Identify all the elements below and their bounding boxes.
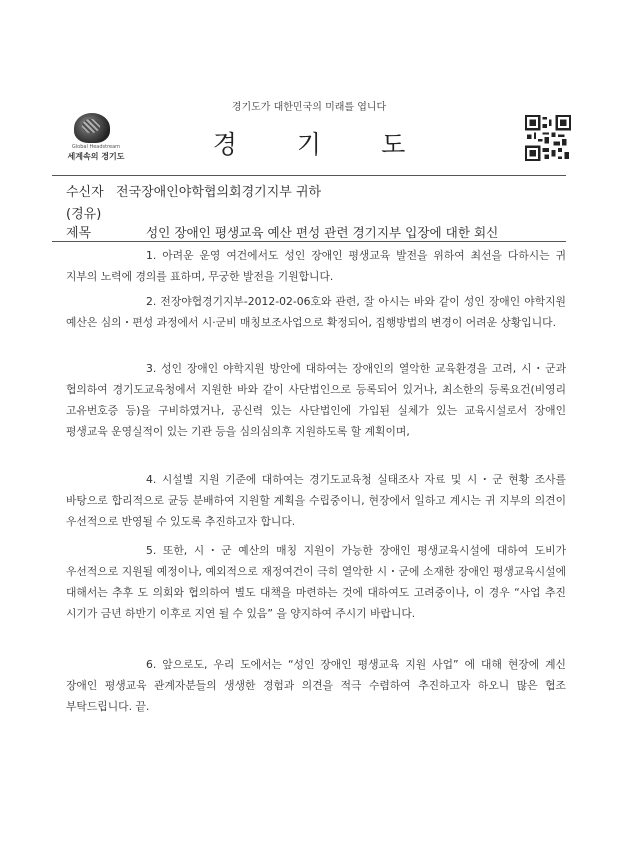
motto-text: 경기도가 대한민국의 미래를 엽니다 — [231, 102, 387, 113]
org-title: 경기도 — [212, 130, 466, 159]
body-paragraph-1: 1. 아려운 운영 여건에서도 성인 장애인 평생교육 발전을 위하여 최선을 다하시는 귀 지부의 노력에 경의를 표하며, 무궁한 발전을 기원합니다. — [66, 249, 566, 283]
body-paragraph-3: 3. 성인 장애인 야학지원 방안에 대하여는 장애인의 열악한 교육환경을 고려, 시・군과 협의하여 경기도교육청에서 지원한 바와 같이 사단법인으로 등록되어 있거나, 최소한의 등록요건(비영리 고유번호증 등)을 구비하였거나, 공신력 있는 사단법인에 가입된 실체가 있는 교육시설로서 장애인 평생교육 운영실적이 있는 기관 등을 심의심의후 지원하도록 할 계획이며, — [66, 362, 566, 438]
recipient-value: 전국장애인야학협의회경기지부 귀하 — [116, 185, 322, 200]
body-paragraph-2: 2. 전장야협경기지부-2012-02-06호와 관련, 잘 아시는 바와 같이 성인 장애인 야학지원 예산은 심의・편성 과정에서 시·군비 매칭보조사업으로 확정되어, 집행방법의 변경이 어려운 상황입니다. — [66, 295, 566, 329]
body-paragraph-5: 5. 또한, 시・군 예산의 매칭 지원이 가능한 장애인 평생교육시설에 대하여 도비가 우선적으로 지원될 예정이나, 예외적으로 재정여건이 극히 열악한 시・군에 소재한 장애인 평생교육시설에 대해서는 추후 도 의회와 협의하여 별도 대책을 마련하는 것에 대하여도 고려중이나, 이 경우 “사업 추진 시기가 금년 하반기 이후로 지연 될 수 있음” 을 양지하여 주시기 바랍니다. — [66, 544, 566, 620]
qr-code-icon — [525, 115, 571, 161]
via-label: (경유) — [66, 207, 102, 222]
body-paragraph-6: 6. 앞으로도, 우리 도에서는 “성인 장애인 평생교육 지원 사업” 에 대해 현장에 계신 장애인 평생교육 관계자분들의 생생한 경험과 의견을 적극 수렴하여 추진하고자 하오니 많은 협조 부탁드립니다. 끝. — [66, 658, 566, 713]
recipient-label: 수신자 — [66, 185, 104, 200]
subject-value: 성인 장애인 평생교육 예산 편성 관련 경기지부 입장에 대한 회신 — [146, 225, 499, 240]
body-paragraph-4: 4. 시설별 지원 기준에 대하여는 경기도교육청 실태조사 자료 및 시・군 현황 조사를 바탕으로 합리적으로 균등 분배하여 지원할 계획을 수립중이니, 현장에서 일하고 계시는 귀 지부의 의견이 우선적으로 반영될 수 있도록 추진하고자 합니다. — [66, 473, 566, 528]
logo-korean-text: 세계속의 경기도 — [67, 152, 125, 161]
subject-label: 제목 — [66, 226, 92, 241]
subject-divider — [52, 241, 566, 242]
logo-english-text: Global Headstream — [71, 144, 121, 150]
header-divider — [52, 175, 566, 176]
